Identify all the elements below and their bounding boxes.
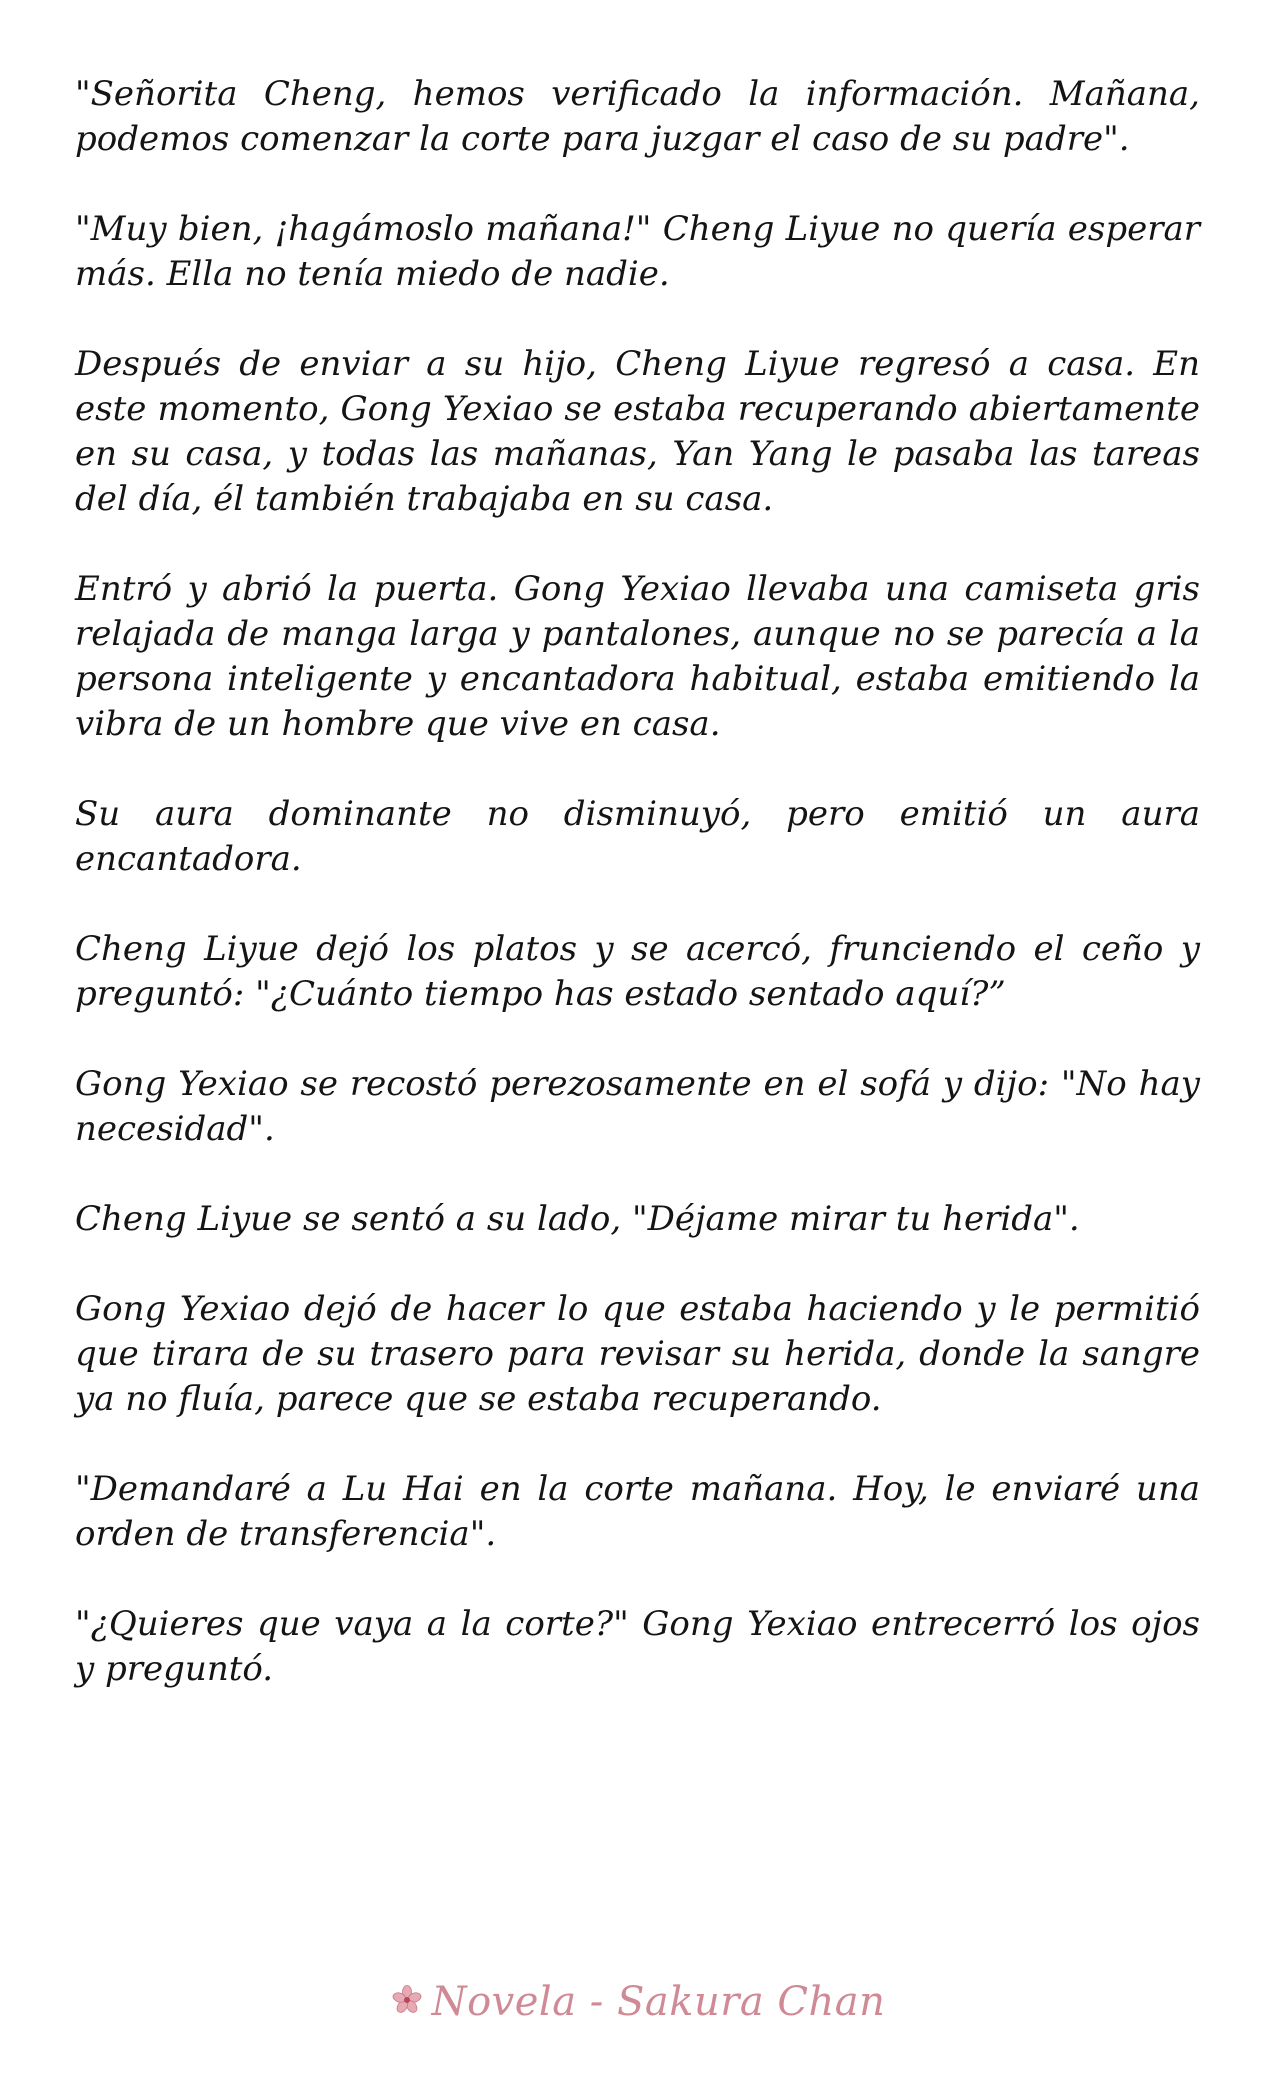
watermark-text: Novela - Sakura Chan [431,1979,886,2025]
sakura-flower-icon [390,1983,424,2017]
paragraph-4: Entró y abrió la puerta. Gong Yexiao llevaba una camiseta gris relajada de manga larga y pantalones, aunque no se parecía a la persona inteligente y encantadora habitual, estaba emitiendo la vibra de un hombre que vive en casa. [75,569,1200,744]
paragraph-9: Gong Yexiao dejó de hacer lo que estaba haciendo y le permitió que tirara de su trasero para revisar su herida, donde la sangre ya no fluía, parece que se estaba recuperando. [75,1289,1200,1419]
paragraph-10: "Demandaré a Lu Hai en la corte mañana. Hoy, le enviaré una orden de transferencia". [75,1469,1200,1554]
paragraph-3: Después de enviar a su hijo, Cheng Liyue regresó a casa. En este momento, Gong Yexiao se estaba recuperando abiertamente en su casa, y todas las mañanas, Yan Yang le pasaba las tareas del día, él también trabajaba en su casa. [75,344,1200,519]
paragraph-7: Gong Yexiao se recostó perezosamente en el sofá y dijo: "No hay necesidad". [75,1064,1200,1149]
document-body [75,72,1200,1737]
paragraph-2: "Muy bien, ¡hagámoslo mañana!" Cheng Liyue no quería esperar más. Ella no tenía miedo de nadie. [75,209,1200,294]
paragraph-1: "Señorita Cheng, hemos verificado la información. Mañana, podemos comenzar la corte para juzgar el caso de su padre". [75,74,1200,159]
paragraph-6: Cheng Liyue dejó los platos y se acercó, frunciendo el ceño y preguntó: "¿Cuánto tiempo has estado sentado aquí?” [75,929,1200,1014]
watermark [0,1972,1275,2032]
paragraph-11: "¿Quieres que vaya a la corte?" Gong Yexiao entrecerró los ojos y preguntó. [75,1604,1200,1689]
paragraph-8: Cheng Liyue se sentó a su lado, "Déjame mirar tu herida". [75,1199,1080,1239]
paragraph-5: Su aura dominante no disminuyó, pero emitió un aura encantadora. [75,794,1200,879]
